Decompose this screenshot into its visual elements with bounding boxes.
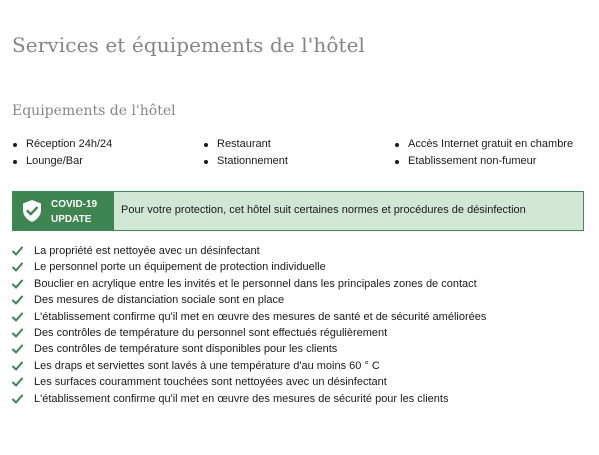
- covid-measure-item: [12, 292, 584, 308]
- amenities-column-1: [12, 136, 112, 169]
- covid-measure-label: Les surfaces couramment touchées sont nettoyées avec un désinfectant: [34, 376, 387, 389]
- covid-measures-list: [12, 243, 584, 407]
- covid-measure-item: [12, 391, 584, 407]
- covid-measure-item: [12, 325, 584, 341]
- amenity-item: Accès Internet gratuit en chambre: [394, 136, 573, 153]
- amenity-item: Restaurant: [203, 136, 288, 153]
- covid-measure-label: L'établissement confirme qu'il met en œuvre des mesures de sécurité pour les clients: [34, 392, 449, 405]
- covid-measure-label: Le personnel porte un équipement de protection individuelle: [34, 261, 326, 274]
- covid-measure-label: Des contrôles de température du personnel sont effectués régulièrement: [34, 327, 388, 340]
- covid-measure-item: [12, 276, 584, 292]
- covid-measure-label: L'établissement confirme qu'il met en œuvre des mesures de santé et de sécurité améliorées: [34, 310, 487, 323]
- checkmark-icon: [12, 377, 23, 387]
- covid-measure-label: La propriété est nettoyée avec un désinfectant: [34, 245, 260, 257]
- covid-measure-item: [12, 374, 584, 390]
- covid-measure-item: [12, 341, 584, 357]
- checkmark-icon: [12, 361, 23, 371]
- covid-badge: [13, 192, 114, 230]
- covid-update-banner: [12, 191, 584, 231]
- covid-measure-label: Des contrôles de température sont disponibles pour les clients: [34, 343, 338, 356]
- checkmark-icon: [12, 328, 23, 338]
- page-title: Services et équipements de l'hôtel: [12, 33, 366, 57]
- checkmark-icon: [12, 246, 23, 256]
- covid-message: Pour votre protection, cet hôtel suit certaines normes et procédures de désinfection: [121, 204, 526, 216]
- covid-badge-text: [51, 197, 97, 227]
- shield-check-icon: [21, 199, 43, 223]
- checkmark-icon: [12, 295, 23, 305]
- covid-measure-item: [12, 309, 584, 325]
- covid-measure-item: [12, 243, 584, 259]
- covid-badge-line1: COVID-19: [51, 199, 98, 210]
- covid-badge-line2: UPDATE: [51, 214, 92, 225]
- checkmark-icon: [12, 344, 23, 354]
- amenities-list: [12, 136, 584, 170]
- covid-measure-label: Des mesures de distanciation sociale sont en place: [34, 294, 285, 307]
- amenity-item: Stationnement: [203, 153, 288, 170]
- covid-measure-label: Les draps et serviettes sont lavés à une température d'au moins 60 ° C: [34, 359, 380, 372]
- checkmark-icon: [12, 394, 23, 404]
- amenity-item: Lounge/Bar: [12, 153, 112, 170]
- amenity-item: Etablissement non-fumeur: [394, 153, 573, 170]
- covid-measure-label: Bouclier en acrylique entre les invités et le personnel dans les principales zones de contact: [34, 277, 477, 290]
- checkmark-icon: [12, 262, 23, 272]
- covid-measure-item: [12, 259, 584, 275]
- checkmark-icon: [12, 312, 23, 322]
- amenities-column-2: [203, 136, 288, 169]
- amenities-section-title: Equipements de l'hôtel: [12, 103, 176, 119]
- covid-measure-item: [12, 358, 584, 374]
- amenity-item: Réception 24h/24: [12, 136, 112, 153]
- checkmark-icon: [12, 279, 23, 289]
- amenities-column-3: [394, 136, 573, 169]
